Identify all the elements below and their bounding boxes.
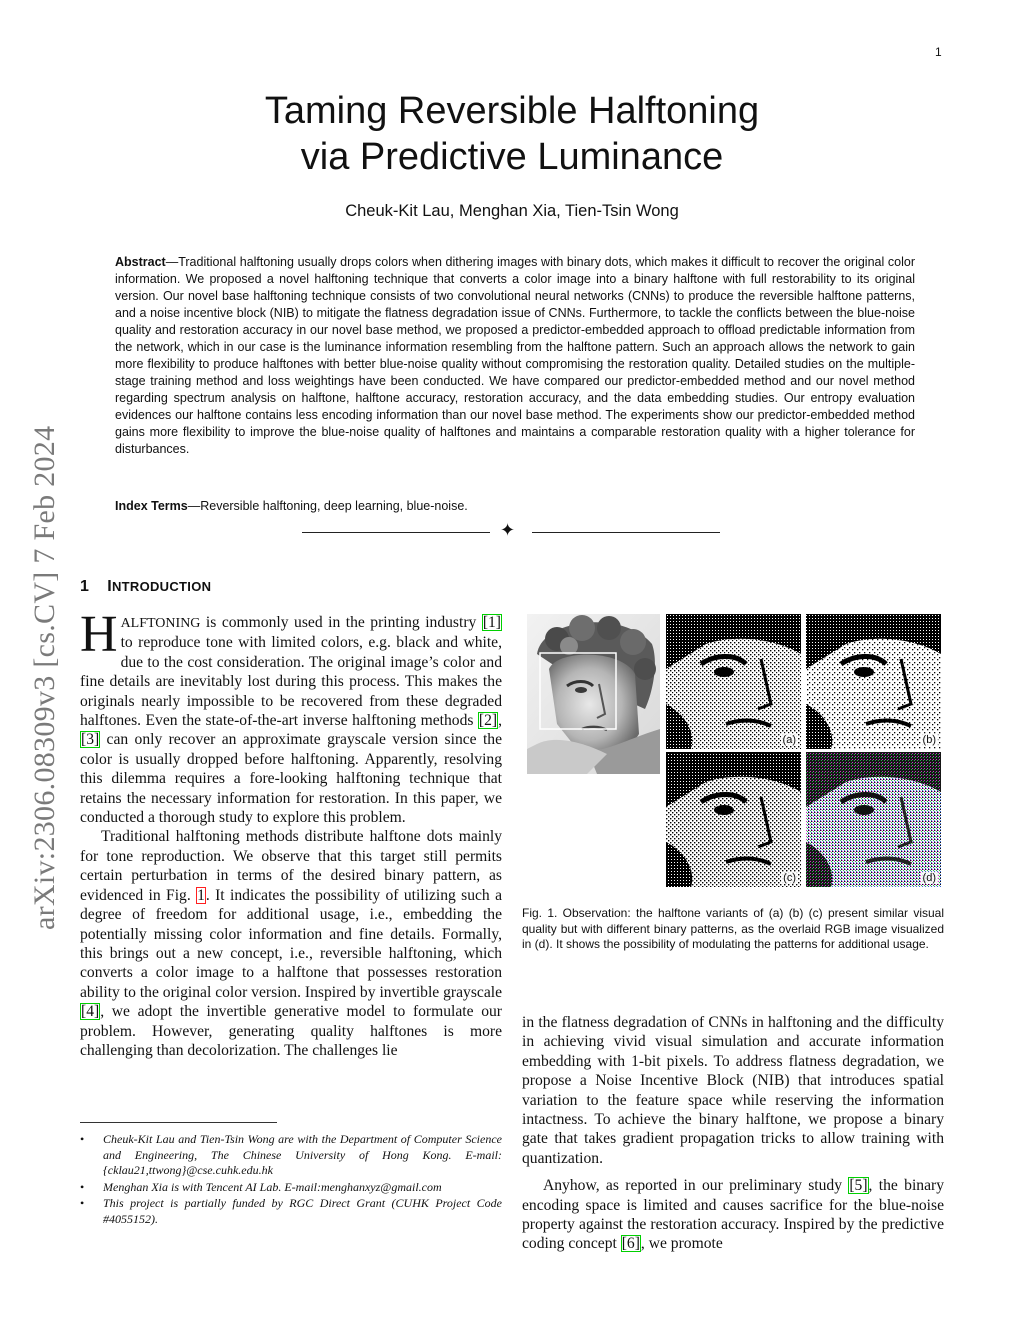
citation-link-1[interactable]: [1] (482, 614, 501, 631)
halftone-variant-c (666, 752, 801, 887)
right-paragraph-2 (522, 1176, 944, 1254)
figure-panel-b (806, 614, 941, 749)
figure-panel-a (666, 614, 801, 749)
footnote (80, 1132, 502, 1179)
figure-source-image (527, 614, 660, 774)
index-terms-label: Index Terms (115, 499, 188, 513)
right-text: , the binary encoding space is limited and causes sacrifice for the blue-noise property against the restoration accuracy. Inspired by the predictive coding concept (522, 1177, 944, 1253)
citation-link-5[interactable]: [5] (849, 1177, 868, 1195)
intro-paragraph-2 (80, 827, 502, 1060)
arxiv-identifier-stamp: arXiv:2306.08309v3 [cs.CV] 7 Feb 2024 (28, 425, 61, 930)
intro-text: is commonly used in the printing industry (200, 614, 482, 631)
intro-text: can only recover an approximate grayscale version since the color is usually dropped before halftoning. Apparently, resolving this dilemma requires a fore-looking halftoning technique that retains the necessary information for restoration. In this paper, we conducted a thorough study to explore this problem. (80, 731, 502, 827)
section-title-rest: NTRODUCTION (111, 579, 212, 594)
title-line-1: Taming Reversible Halftoning (264, 90, 760, 132)
halftone-variant-a (666, 614, 801, 749)
authors: Cheuk-Kit Lau, Menghan Xia, Tien-Tsin Wong (345, 202, 679, 220)
bullet-icon: • (80, 1179, 85, 1194)
citation-link-6[interactable]: [6] (621, 1235, 640, 1253)
bullet-icon: • (80, 1132, 85, 1146)
panel-label-a: (a) (782, 734, 796, 746)
halftone-variant-b (806, 614, 941, 749)
abstract-label: Abstract (115, 255, 166, 269)
intro-text: , (498, 712, 502, 730)
divider-rule-right (532, 532, 720, 533)
abstract-text: —Traditional halftoning usually drops colors when dithering images with binary dots, which makes it difficult to recover the original color information. We proposed a novel halftoning technique that converts a color image into a binary halftone with full restorability to its original version. Our novel base halftoning technique consists of two convolutional neural networks (CNNs) to produce the reversible halftone patterns, and a noise incentive block (NIB) to mitigate the flatness degradation issue of CNNs. Furthermore, to tackle the conflicts between the blue-noise quality and restoration accuracy in our novel base method, we proposed a predictor-embedded approach to offload predictable information from the network, which in our case is the luminance information resembling from the halftone pattern. Such an approach allows the network to gain more flexibility to produce halftones with better blue-noise quality without compromising the restoration quality. Detailed studies on the multiple-stage training method and loss weightings have been conducted. We have compared our predictor-embedded method and our novel method regarding spectrum analysis on halftone, halftone accuracy, restoration accuracy, and the data embedding studies. Our entropy evaluation evidences our halftone contains less encoding information than our novel base method. The experiments show our predictor-embedded method gains more flexibility to improve the blue-noise quality of halftones and maintains a comparable restoration quality with a higher tolerance for disturbances. (115, 255, 915, 456)
footnote-rule (80, 1122, 277, 1123)
abstract (115, 254, 915, 458)
section-number: 1 (80, 578, 90, 595)
figure-reference-link[interactable]: 1 (197, 886, 205, 904)
figure-panel-d (806, 752, 941, 887)
paper-title (0, 88, 1024, 180)
dropcap: H (80, 613, 118, 663)
figure-caption: Fig. 1. Observation: the halftone variants of (a) (b) (c) present similar visual quality but with different binary patterns, as the overlaid RGB image visualized in (d). It shows the possibility of modulating the patterns for additional usage. (522, 906, 944, 951)
footnote (80, 1196, 502, 1227)
divider-star-icon: ✦ (500, 520, 516, 541)
title-line-2: via Predictive Luminance (300, 136, 724, 178)
intro-text: to reproduce tone with limited colors, e.g. black and white, due to the cost consideration. The original image’s color and fine details are inevitably lost during this process. This makes the originals nearly impossible to be recovered from these degraded halftones. Even the state-of-the-art inverse halftoning methods (80, 634, 502, 730)
panel-label-b: (b) (922, 734, 936, 746)
divider-rule-left (302, 532, 490, 533)
footnote-text: Cheuk-Kit Lau and Tien-Tsin Wong are with the Department of Computer Science and Engineering, The Chinese University of Hong Kong. E-mail:{cklau21,ttwong}@cse.cuhk.edu.hk (103, 1132, 502, 1177)
intro-text: Traditional halftoning methods distribute halftone dots mainly for tone reproduction. We observe that this target still permits certain perturbation in terms of the desired binary pattern, as evidenced in Fig. (80, 828, 502, 904)
page-number: 1 (935, 45, 942, 59)
right-text: Anyhow, as reported in our preliminary study (543, 1177, 849, 1195)
statue-face-illustration (527, 614, 660, 774)
intro-smallcaps: ALFTONING (120, 616, 201, 631)
citation-link-4[interactable]: [4] (81, 1003, 100, 1021)
left-column-body (80, 613, 502, 1115)
overlaid-rgb-visualization (806, 752, 941, 887)
figure-panel-c (666, 752, 801, 887)
footnote (80, 1180, 502, 1196)
citation-link-2[interactable]: [2] (478, 712, 498, 730)
intro-text: , we adopt the invertible generative model to formulate our problem. However, generating quality halftones is more challenging than decolorization. The challenges lie (80, 1003, 502, 1059)
footnote-text: This project is partially funded by RGC Direct Grant (CUHK Project Code #4055152). (103, 1196, 502, 1226)
bullet-icon: • (80, 1196, 85, 1210)
intro-text: . It indicates the possibility of utilizing such a degree of freedom for additional usage, i.e., embedding the potentially missing color information and fine details. Formally, this brings out a new concept, i.e., reversible halftoning, which converts a color image to a halftone that possesses restoration ability to the original color version. Inspired by invertible grayscale (80, 886, 502, 1001)
right-paragraph-1: in the flatness degradation of CNNs in halftoning and the difficulty in achieving vivid visual simulation and accurate information embedding with 1-bit pixels. To address flatness degradation, we propose a Noise Incentive Block (NIB) that introduces spatial variation to the feature space while reserving the information intactness. To achieve the binary halftone, we propose a binary gate that takes gradient propagation tricks to allow training with quantization. (522, 1014, 944, 1167)
section-title-first: I (107, 578, 112, 595)
citation-link-3[interactable]: [3] (81, 731, 100, 749)
right-column-body (522, 1013, 944, 1254)
right-text: , we promote (640, 1235, 723, 1253)
index-terms-text: —Reversible halftoning, deep learning, blue-noise. (187, 499, 468, 513)
intro-paragraph-1 (80, 613, 502, 827)
panel-label-d: (d) (922, 872, 936, 884)
footnotes (80, 1132, 502, 1228)
index-terms (115, 499, 915, 513)
footnote-text: Menghan Xia is with Tencent AI Lab. E-mail:menghanxyz@gmail.com (103, 1179, 442, 1194)
panel-label-c: (c) (783, 872, 796, 884)
section-heading (80, 578, 211, 596)
